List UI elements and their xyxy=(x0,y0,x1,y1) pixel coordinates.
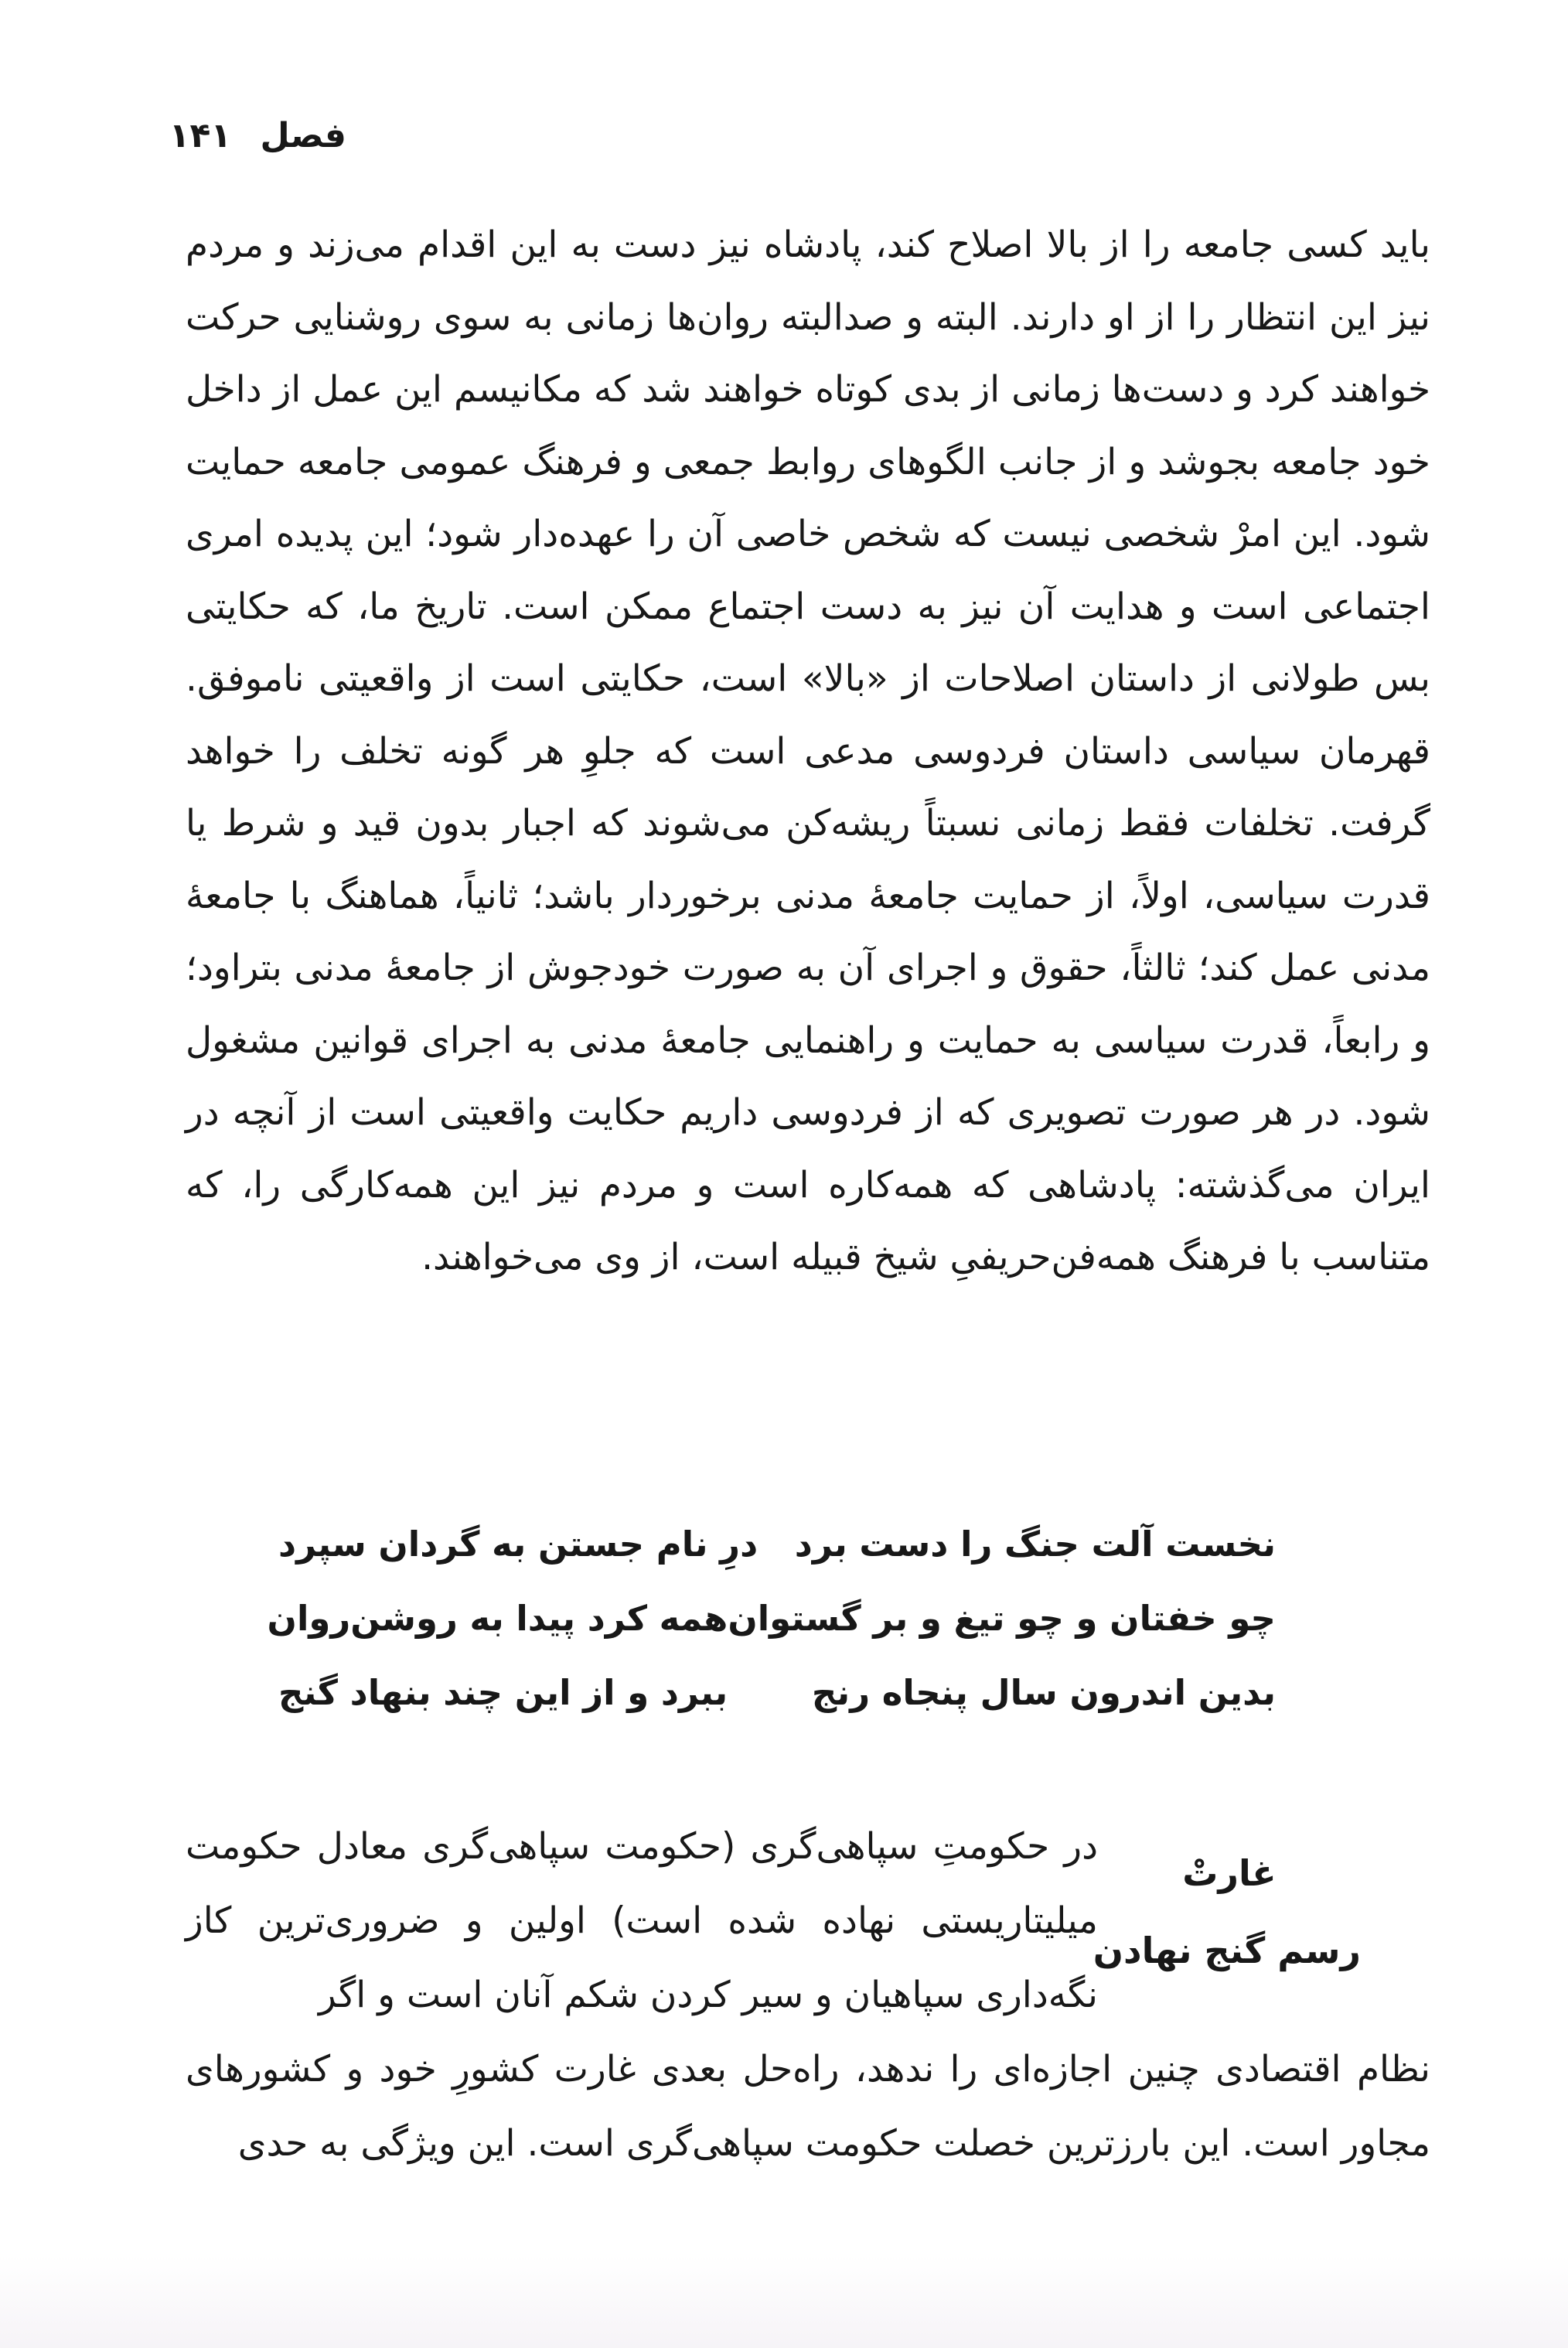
poem-hemistich-second: همه کرد پیدا به روشن‌روان xyxy=(267,1598,728,1639)
poem-verse xyxy=(278,1672,1276,1746)
poem-verse xyxy=(278,1524,1276,1598)
page-bottom-shadow xyxy=(0,2255,1568,2348)
section-indented-text: در حکومتِ سپاهی‌گری (حکومت سپاهی‌گری معادل حکومت میلیتاریستی نهاده شده است) اولین و ضروری‌ترین کاز نگه‌داری سپاهیان و سیر کردن شکم آنان است و اگر xyxy=(186,1825,1098,2016)
page-number: ۴۱ xyxy=(189,116,232,155)
poem-hemistich-first: بدین اندرون سال پنجاه رنج xyxy=(811,1672,1276,1713)
sidebar-heading-line2: رسم گنج نهادن xyxy=(1092,1930,1361,1971)
section-full-text: نظام اقتصادی چنین اجازه‌ای را ندهد، راه‌حل بعدی غارت کشورِ خود و کشورهای مجاور است. این بارزترین خصلت حکومت سپاهی‌گری است. این ویژگی به حدی xyxy=(186,2048,1430,2165)
poem-hemistich-first: نخست آلت جنگ را دست برد xyxy=(794,1524,1276,1565)
sidebar-heading-line1: غارتْ xyxy=(1182,1852,1277,1894)
main-paragraph: باید کسی جامعه را از بالا اصلاح کند، پادشاه نیز دست به این اقدام می‌زند و مردم نیز این انتظار را از او دارند. البته و صدالبته روان‌ها زمانی به سوی روشنایی حرکت خواهند کرد و دست‌ها زمانی از بدی کوتاه خواهند شد که مکانیسم این عمل از داخل خود جامعه بجوشد و از جانب الگوهای روابط جمعی و فرهنگ عمومی جامعه حمایت شود. این امرْ شخصی نیست که شخص خاصی آن را عهده‌دار شود؛ این پدیده امری اجتماعی است و هدایت آن نیز به دست اجتماع ممکن است. تاریخ ما، که حکایتی بس طولانی از داستان اصلاحات از «بالا» است، حکایتی است از واقعیتی ناموفق. قهرمان سیاسی داستان فردوسی مدعی است که جلوِ هر گونه تخلف را خواهد گرفت. تخلفات فقط زمانی نسبتاً ریشه‌کن می‌شوند که اجبار بدون قید و شرط یا قدرت سیاسی، اولاً، از حمایت جامعهٔ مدنی برخوردار باشد؛ ثانیاً، هماهنگ با جامعهٔ مدنی عمل کند؛ ثالثاً، حقوق و اجرای آن به صورت خودجوش از جامعهٔ مدنی بتراود؛ و رابعاً، قدرت سیاسی به حمایت و راهنمایی جامعهٔ مدنی به اجرای قوانین مشغول شود. در هر صورت تصویری که از فردوسی داریم حکایت واقعیتی است از آنچه در ایران می‌گذشته: پادشاهی که همه‌کاره است و مردم نیز این همه‌کارگی را، که متناسب با فرهنگ همه‌فن‌حریفیِ شیخ قبیله است، از وی می‌خواهند. xyxy=(186,224,1430,1278)
poem-hemistich-second: درِ نام جستن به گردان سپرد xyxy=(278,1524,758,1565)
poem-hemistich-second: ببرد و از این چند بنهاد گنج xyxy=(278,1672,728,1713)
poem-verse xyxy=(267,1598,1276,1672)
section-body xyxy=(186,1810,1430,2181)
poem-block xyxy=(267,1524,1276,1746)
page-header xyxy=(152,116,346,155)
chapter-label: فصل ۱ xyxy=(169,116,346,155)
poem-hemistich-first: چو خفتان و چو تیغ و بر گستوان xyxy=(728,1598,1276,1639)
